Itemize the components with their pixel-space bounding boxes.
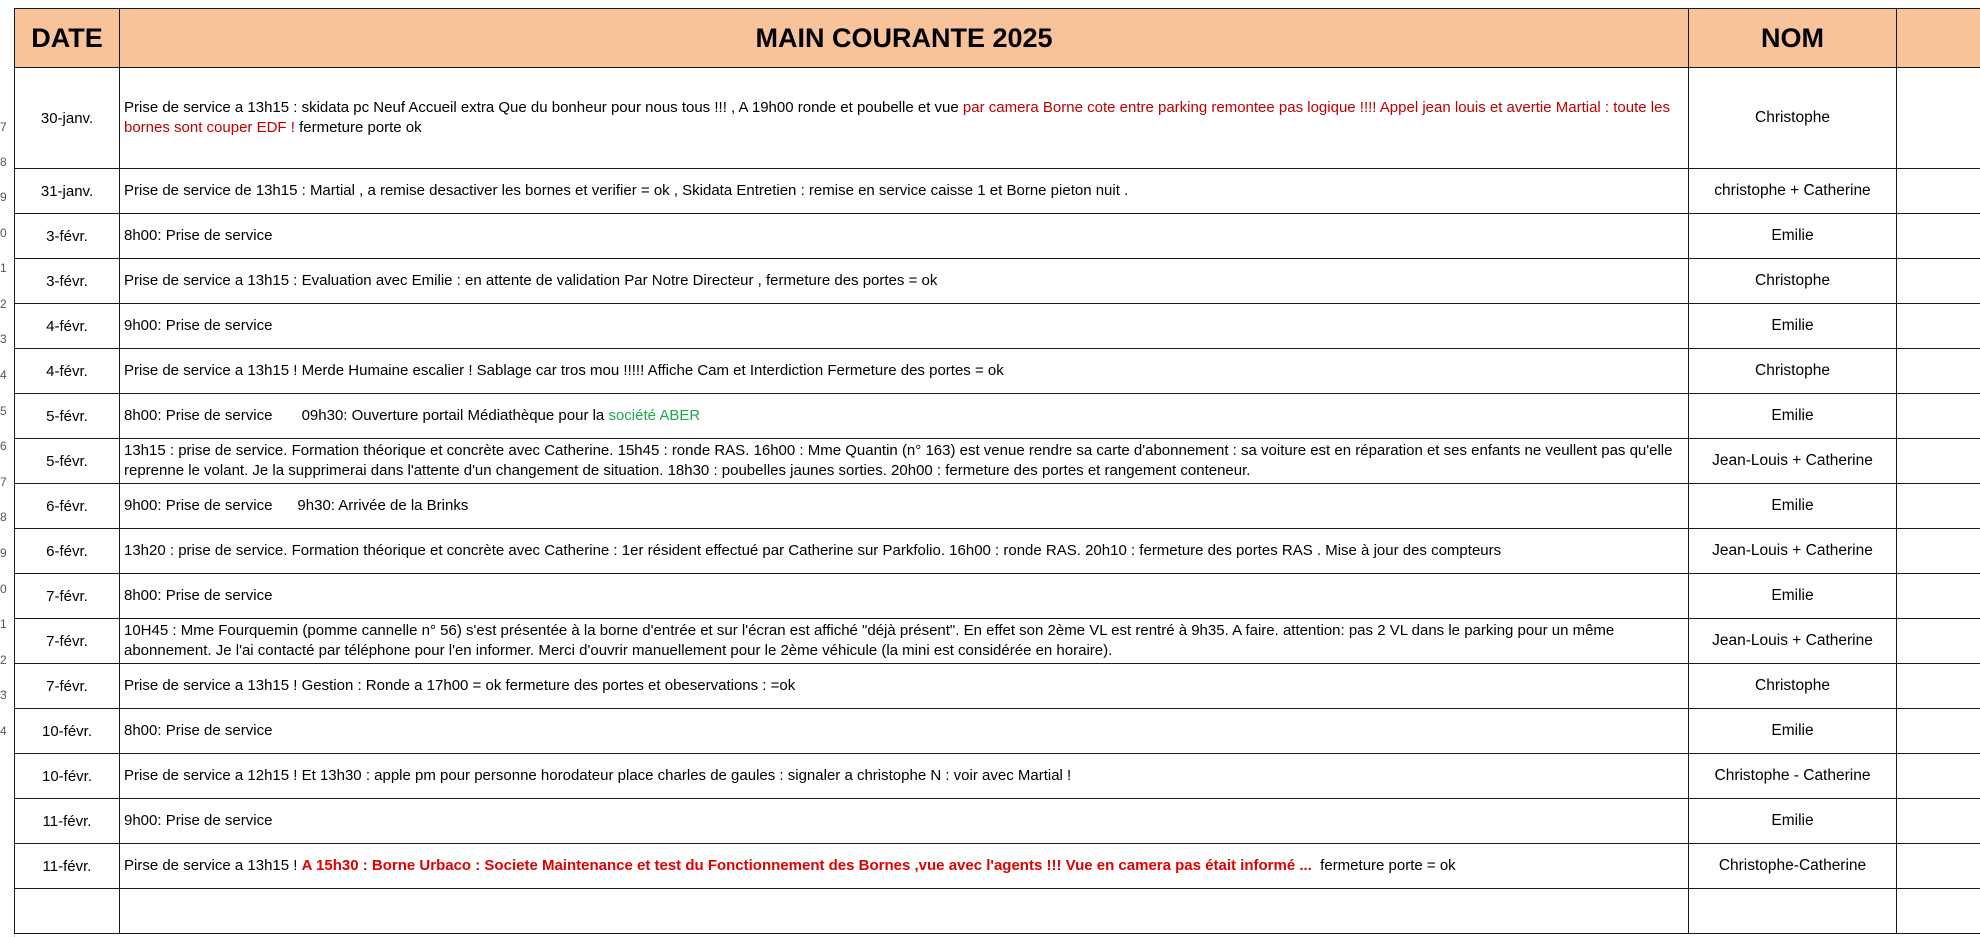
entry-cell[interactable]: [120, 484, 1689, 529]
empty-cell[interactable]: [1897, 259, 1980, 304]
name-cell[interactable]: Emilie: [1689, 304, 1897, 349]
row-number: 4: [0, 724, 7, 738]
name-cell[interactable]: christophe + Catherine: [1689, 169, 1897, 214]
date-cell[interactable]: 11-févr.: [15, 799, 120, 844]
table-row: [15, 484, 1980, 529]
name-cell[interactable]: Emilie: [1689, 394, 1897, 439]
empty-cell[interactable]: [1897, 709, 1980, 754]
row-number: 0: [0, 226, 7, 240]
entry-cell[interactable]: [120, 709, 1689, 754]
name-cell[interactable]: Jean-Louis + Catherine: [1689, 529, 1897, 574]
date-cell[interactable]: 4-févr.: [15, 349, 120, 394]
name-cell[interactable]: Jean-Louis + Catherine: [1689, 619, 1897, 664]
entry-text: Prise de service a 13h15 : skidata pc Neuf Accueil extra Que du bonheur pour nous tous !!! , A 19h00 ronde et poubelle et vue: [124, 99, 963, 116]
table-row: [15, 799, 1980, 844]
name-cell[interactable]: Jean-Louis + Catherine: [1689, 439, 1897, 484]
entry-text: 13h20 : prise de service. Formation théorique et concrète avec Catherine : 1er résident effectué par Catherine sur Parkfolio. 16h00 : ronde RAS. 20h10 : fermeture des portes RAS . Mise à jour des compteurs: [124, 542, 1502, 559]
name-cell[interactable]: Emilie: [1689, 214, 1897, 259]
date-cell[interactable]: 5-févr.: [15, 394, 120, 439]
empty-cell[interactable]: [1897, 889, 1980, 934]
table-row: [15, 304, 1980, 349]
empty-cell[interactable]: [1897, 439, 1980, 484]
empty-cell[interactable]: [1897, 394, 1980, 439]
header-row: [15, 9, 1980, 68]
empty-cell[interactable]: [1897, 304, 1980, 349]
date-cell[interactable]: 7-févr.: [15, 574, 120, 619]
name-cell[interactable]: Emilie: [1689, 574, 1897, 619]
row-number: 0: [0, 582, 7, 596]
name-cell[interactable]: [1689, 889, 1897, 934]
name-cell[interactable]: Christophe - Catherine: [1689, 754, 1897, 799]
entry-cell[interactable]: [120, 529, 1689, 574]
row-number: 8: [0, 510, 7, 524]
row-number: 7: [0, 120, 7, 134]
entry-text: 10H45 : Mme Fourquemin (pomme cannelle n° 56) s'est présentée à la borne d'entrée et sur l'écran est affiché "déjà présent". En effet son 2ème VL est rentré à 9h35. A faire. attention: pas 2 VL dans le parking pour un même abonnement. Je l'ai contacté par téléphone pour l'en informer. Merci d'ouvrir manuellement pour le 2ème véhicule (la mini est considérée en horaire).: [124, 622, 1615, 659]
entry-highlight-text: société ABER: [608, 407, 701, 424]
header-name[interactable]: NOM: [1689, 9, 1897, 68]
entry-cell[interactable]: [120, 754, 1689, 799]
entry-text-end: fermeture porte = ok: [1311, 857, 1456, 874]
row-number: 3: [0, 688, 7, 702]
row-number: 7: [0, 475, 7, 489]
table-row: [15, 214, 1980, 259]
table-row: [15, 709, 1980, 754]
name-cell[interactable]: Christophe: [1689, 68, 1897, 169]
entry-text: 9h00: Prise de service: [124, 812, 273, 829]
empty-cell[interactable]: [1897, 214, 1980, 259]
entry-highlight-text: par camera Borne cote entre parking remontee pas logique !!!! Appel jean louis et avertie Martial : toute les bornes sont couper EDF !: [124, 99, 1670, 136]
name-cell[interactable]: Emilie: [1689, 484, 1897, 529]
entry-cell[interactable]: [120, 394, 1689, 439]
header-date[interactable]: DATE: [15, 9, 120, 68]
entry-text: 13h15 : prise de service. Formation théorique et concrète avec Catherine. 15h45 : ronde RAS. 16h00 : Mme Quantin (n° 163) est venue rendre sa carte d'abonnement : sa voiture est en réparation et ses enfants ne veullent pas qu'elle reprenne le volant. Je la supprimerai dans l'attente d'un changement de situation. 18h30 : poubelles jaunes sorties. 20h00 : fermeture des portes et rangement conteneur.: [124, 442, 1673, 479]
table-row: [15, 349, 1980, 394]
log-sheet: [14, 8, 1980, 934]
table-row: [15, 619, 1980, 664]
entry-text: Pirse de service a 13h15 !: [124, 857, 302, 874]
row-number: 9: [0, 190, 7, 204]
entry-cell[interactable]: [120, 214, 1689, 259]
entry-cell[interactable]: [120, 619, 1689, 664]
entry-text-end: fermeture porte ok: [299, 119, 422, 136]
table-row: [15, 439, 1980, 484]
row-number: 2: [0, 297, 7, 311]
entry-cell[interactable]: [120, 68, 1689, 169]
date-cell[interactable]: 31-janv.: [15, 169, 120, 214]
date-cell[interactable]: 6-févr.: [15, 484, 120, 529]
empty-cell[interactable]: [1897, 799, 1980, 844]
table-row: [15, 664, 1980, 709]
empty-cell[interactable]: [1897, 574, 1980, 619]
row-number: 9: [0, 546, 7, 560]
row-number-gutter: [0, 8, 15, 937]
name-cell[interactable]: Christophe: [1689, 349, 1897, 394]
table-row: [15, 844, 1980, 889]
empty-cell[interactable]: [1897, 529, 1980, 574]
empty-cell[interactable]: [1897, 169, 1980, 214]
row-number: 8: [0, 155, 7, 169]
row-number: 1: [0, 261, 7, 275]
entry-cell[interactable]: [120, 349, 1689, 394]
date-cell[interactable]: 7-févr.: [15, 619, 120, 664]
name-cell[interactable]: Emilie: [1689, 709, 1897, 754]
entry-text: 8h00: Prise de service: [124, 722, 273, 739]
entry-cell[interactable]: [120, 889, 1689, 934]
table-row: [15, 574, 1980, 619]
empty-cell[interactable]: [1897, 619, 1980, 664]
entry-text: 9h00: Prise de service 9h30: Arrivée de la Brinks: [124, 497, 469, 514]
row-number: 5: [0, 404, 7, 418]
date-cell[interactable]: [15, 889, 120, 934]
row-number: 4: [0, 368, 7, 382]
date-cell[interactable]: 7-févr.: [15, 664, 120, 709]
empty-cell[interactable]: [1897, 754, 1980, 799]
entry-cell[interactable]: [120, 169, 1689, 214]
date-cell[interactable]: 4-févr.: [15, 304, 120, 349]
entry-cell[interactable]: [120, 844, 1689, 889]
entry-text: 8h00: Prise de service: [124, 227, 273, 244]
entry-cell[interactable]: [120, 664, 1689, 709]
row-number: 6: [0, 439, 7, 453]
table-row: [15, 529, 1980, 574]
entry-cell[interactable]: [120, 439, 1689, 484]
table-row-empty: [15, 889, 1980, 934]
entry-text: 9h00: Prise de service: [124, 317, 273, 334]
table-row: [15, 169, 1980, 214]
entry-text: Prise de service a 12h15 ! Et 13h30 : apple pm pour personne horodateur place charles de gaules : signaler a christophe N : voir avec Martial !: [124, 767, 1072, 784]
row-number: 3: [0, 332, 7, 346]
date-cell[interactable]: 10-févr.: [15, 754, 120, 799]
date-cell[interactable]: 5-févr.: [15, 439, 120, 484]
entry-text: 8h00: Prise de service: [124, 587, 273, 604]
row-number: 1: [0, 617, 7, 631]
date-cell[interactable]: 6-févr.: [15, 529, 120, 574]
entry-cell[interactable]: [120, 574, 1689, 619]
name-cell[interactable]: Christophe: [1689, 664, 1897, 709]
table-row: [15, 259, 1980, 304]
date-cell[interactable]: 3-févr.: [15, 214, 120, 259]
table-row: [15, 68, 1980, 169]
entry-cell[interactable]: [120, 799, 1689, 844]
date-cell[interactable]: 30-janv.: [15, 68, 120, 169]
entry-text: Prise de service a 13h15 : Evaluation avec Emilie : en attente de validation Par Notre Directeur , fermeture des portes = ok: [124, 272, 938, 289]
empty-cell[interactable]: [1897, 349, 1980, 394]
empty-cell[interactable]: [1897, 844, 1980, 889]
entry-cell[interactable]: [120, 259, 1689, 304]
header-empty[interactable]: [1897, 9, 1980, 68]
table-row: [15, 394, 1980, 439]
entry-cell[interactable]: [120, 304, 1689, 349]
empty-cell[interactable]: [1897, 664, 1980, 709]
entry-text: Prise de service a 13h15 ! Merde Humaine escalier ! Sablage car tros mou !!!!! Affiche Cam et Interdiction Fermeture des portes = ok: [124, 362, 1004, 379]
table-row: [15, 754, 1980, 799]
name-cell[interactable]: Christophe: [1689, 259, 1897, 304]
name-cell[interactable]: Emilie: [1689, 799, 1897, 844]
date-cell[interactable]: 3-févr.: [15, 259, 120, 304]
entry-highlight-text: A 15h30 : Borne Urbaco : Societe Maintenance et test du Fonctionnement des Bornes ,vue avec l'agents !!! Vue en camera pas était informé ...: [301, 857, 1312, 874]
entry-text: 8h00: Prise de service 09h30: Ouverture portail Médiathèque pour la: [124, 407, 609, 424]
empty-cell[interactable]: [1897, 68, 1980, 169]
row-number: 2: [0, 653, 7, 667]
entry-text: Prise de service a 13h15 ! Gestion : Ronde a 17h00 = ok fermeture des portes et obeservations : =ok: [124, 677, 796, 694]
entry-text: Prise de service de 13h15 : Martial , a remise desactiver les bornes et verifier = ok , Skidata Entretien : remise en service caisse 1 et Borne pieton nuit .: [124, 182, 1129, 199]
date-cell[interactable]: 11-févr.: [15, 844, 120, 889]
date-cell[interactable]: 10-févr.: [15, 709, 120, 754]
empty-cell[interactable]: [1897, 484, 1980, 529]
name-cell[interactable]: Christophe-Catherine: [1689, 844, 1897, 889]
header-title[interactable]: MAIN COURANTE 2025: [120, 9, 1689, 68]
